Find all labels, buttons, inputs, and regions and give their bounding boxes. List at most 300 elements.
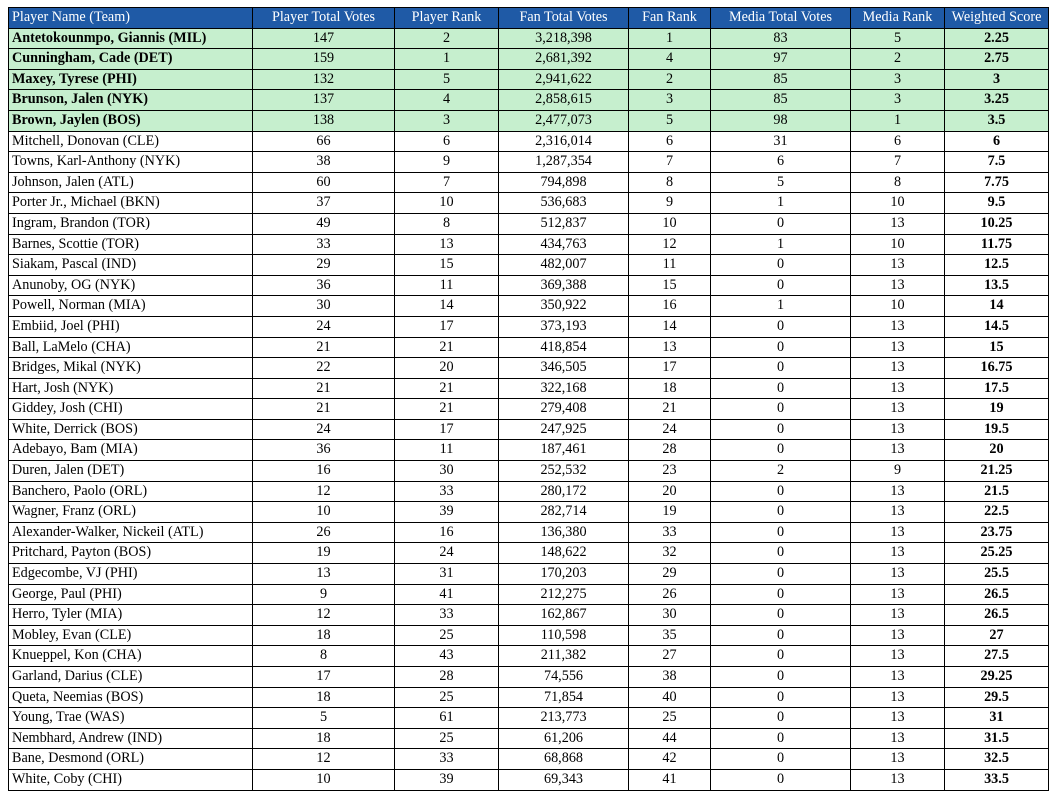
weighted-score-cell: 25.5: [945, 564, 1049, 585]
player-rank-cell: 28: [395, 667, 499, 688]
player-rank-cell: 21: [395, 399, 499, 420]
fan-rank-cell: 10: [629, 213, 711, 234]
media-rank-cell: 13: [851, 378, 945, 399]
weighted-score-cell: 26.5: [945, 584, 1049, 605]
fan-total-votes-cell: 71,854: [499, 687, 629, 708]
player-name-cell: Embiid, Joel (PHI): [9, 316, 253, 337]
fan-total-votes-cell: 211,382: [499, 646, 629, 667]
player-total-votes-cell: 22: [253, 358, 395, 379]
weighted-score-cell: 17.5: [945, 378, 1049, 399]
fan-rank-cell: 44: [629, 728, 711, 749]
fan-rank-cell: 33: [629, 522, 711, 543]
player-total-votes-cell: 17: [253, 667, 395, 688]
fan-total-votes-cell: 148,622: [499, 543, 629, 564]
table-row: [9, 625, 1049, 646]
player-name-cell: Hart, Josh (NYK): [9, 378, 253, 399]
player-name-cell: Herro, Tyler (MIA): [9, 605, 253, 626]
player-name-cell: Anunoby, OG (NYK): [9, 275, 253, 296]
player-total-votes-cell: 38: [253, 152, 395, 173]
header-fan-total-votes: Fan Total Votes: [499, 8, 629, 29]
fan-rank-cell: 2: [629, 69, 711, 90]
player-total-votes-cell: 12: [253, 749, 395, 770]
media-rank-cell: 13: [851, 728, 945, 749]
player-total-votes-cell: 24: [253, 419, 395, 440]
fan-rank-cell: 4: [629, 49, 711, 70]
fan-rank-cell: 1: [629, 28, 711, 49]
player-rank-cell: 39: [395, 502, 499, 523]
player-total-votes-cell: 60: [253, 172, 395, 193]
weighted-score-cell: 21.25: [945, 461, 1049, 482]
player-rank-cell: 43: [395, 646, 499, 667]
media-rank-cell: 13: [851, 605, 945, 626]
player-rank-cell: 9: [395, 152, 499, 173]
player-rank-cell: 15: [395, 255, 499, 276]
fan-rank-cell: 23: [629, 461, 711, 482]
fan-rank-cell: 20: [629, 481, 711, 502]
media-total-votes-cell: 97: [711, 49, 851, 70]
fan-total-votes-cell: 536,683: [499, 193, 629, 214]
media-total-votes-cell: 0: [711, 667, 851, 688]
weighted-score-cell: 20: [945, 440, 1049, 461]
player-rank-cell: 25: [395, 625, 499, 646]
fan-rank-cell: 21: [629, 399, 711, 420]
media-rank-cell: 13: [851, 543, 945, 564]
fan-rank-cell: 16: [629, 296, 711, 317]
media-total-votes-cell: 1: [711, 193, 851, 214]
weighted-score-cell: 31.5: [945, 728, 1049, 749]
player-name-cell: Young, Trae (WAS): [9, 708, 253, 729]
fan-total-votes-cell: 2,858,615: [499, 90, 629, 111]
player-total-votes-cell: 18: [253, 625, 395, 646]
media-rank-cell: 13: [851, 749, 945, 770]
player-rank-cell: 33: [395, 605, 499, 626]
media-total-votes-cell: 0: [711, 769, 851, 790]
media-total-votes-cell: 0: [711, 625, 851, 646]
player-name-cell: Queta, Neemias (BOS): [9, 687, 253, 708]
player-rank-cell: 61: [395, 708, 499, 729]
player-name-cell: Antetokounmpo, Giannis (MIL): [9, 28, 253, 49]
fan-rank-cell: 8: [629, 172, 711, 193]
fan-total-votes-cell: 213,773: [499, 708, 629, 729]
weighted-score-cell: 33.5: [945, 769, 1049, 790]
player-name-cell: Porter Jr., Michael (BKN): [9, 193, 253, 214]
player-total-votes-cell: 66: [253, 131, 395, 152]
table-row: [9, 419, 1049, 440]
player-name-cell: Banchero, Paolo (ORL): [9, 481, 253, 502]
media-total-votes-cell: 85: [711, 90, 851, 111]
fan-total-votes-cell: 1,287,354: [499, 152, 629, 173]
player-name-cell: Ball, LaMelo (CHA): [9, 337, 253, 358]
media-rank-cell: 13: [851, 399, 945, 420]
media-rank-cell: 13: [851, 564, 945, 585]
table-row: [9, 213, 1049, 234]
media-total-votes-cell: 0: [711, 419, 851, 440]
player-rank-cell: 11: [395, 275, 499, 296]
media-total-votes-cell: 0: [711, 728, 851, 749]
media-total-votes-cell: 0: [711, 708, 851, 729]
fan-total-votes-cell: 61,206: [499, 728, 629, 749]
fan-total-votes-cell: 279,408: [499, 399, 629, 420]
weighted-score-cell: 27: [945, 625, 1049, 646]
fan-rank-cell: 17: [629, 358, 711, 379]
fan-total-votes-cell: 794,898: [499, 172, 629, 193]
table-row: [9, 49, 1049, 70]
player-name-cell: Mitchell, Donovan (CLE): [9, 131, 253, 152]
fan-rank-cell: 27: [629, 646, 711, 667]
header-player-rank: Player Rank: [395, 8, 499, 29]
fan-rank-cell: 14: [629, 316, 711, 337]
player-name-cell: Adebayo, Bam (MIA): [9, 440, 253, 461]
fan-total-votes-cell: 162,867: [499, 605, 629, 626]
weighted-score-cell: 3.25: [945, 90, 1049, 111]
media-total-votes-cell: 0: [711, 337, 851, 358]
player-name-cell: Barnes, Scottie (TOR): [9, 234, 253, 255]
media-total-votes-cell: 1: [711, 234, 851, 255]
player-total-votes-cell: 13: [253, 564, 395, 585]
player-name-cell: Powell, Norman (MIA): [9, 296, 253, 317]
table-row: [9, 316, 1049, 337]
media-rank-cell: 7: [851, 152, 945, 173]
fan-total-votes-cell: 74,556: [499, 667, 629, 688]
fan-total-votes-cell: 346,505: [499, 358, 629, 379]
fan-total-votes-cell: 187,461: [499, 440, 629, 461]
fan-total-votes-cell: 322,168: [499, 378, 629, 399]
media-total-votes-cell: 1: [711, 296, 851, 317]
player-name-cell: Johnson, Jalen (ATL): [9, 172, 253, 193]
player-name-cell: Pritchard, Payton (BOS): [9, 543, 253, 564]
media-total-votes-cell: 0: [711, 646, 851, 667]
media-rank-cell: 13: [851, 440, 945, 461]
weighted-score-cell: 14.5: [945, 316, 1049, 337]
table-row: [9, 522, 1049, 543]
fan-rank-cell: 28: [629, 440, 711, 461]
player-name-cell: George, Paul (PHI): [9, 584, 253, 605]
player-rank-cell: 8: [395, 213, 499, 234]
table-row: [9, 605, 1049, 626]
media-rank-cell: 3: [851, 69, 945, 90]
player-total-votes-cell: 18: [253, 687, 395, 708]
header-player-total-votes: Player Total Votes: [253, 8, 395, 29]
fan-rank-cell: 30: [629, 605, 711, 626]
fan-rank-cell: 42: [629, 749, 711, 770]
table-row: [9, 90, 1049, 111]
weighted-score-cell: 26.5: [945, 605, 1049, 626]
media-rank-cell: 13: [851, 667, 945, 688]
player-name-cell: Bane, Desmond (ORL): [9, 749, 253, 770]
weighted-score-cell: 16.75: [945, 358, 1049, 379]
player-name-cell: Cunningham, Cade (DET): [9, 49, 253, 70]
player-name-cell: Garland, Darius (CLE): [9, 667, 253, 688]
player-name-cell: White, Coby (CHI): [9, 769, 253, 790]
player-total-votes-cell: 21: [253, 399, 395, 420]
player-rank-cell: 21: [395, 337, 499, 358]
header-media-total-votes: Media Total Votes: [711, 8, 851, 29]
weighted-score-cell: 29.25: [945, 667, 1049, 688]
fan-rank-cell: 7: [629, 152, 711, 173]
media-total-votes-cell: 0: [711, 502, 851, 523]
fan-total-votes-cell: 110,598: [499, 625, 629, 646]
player-rank-cell: 5: [395, 69, 499, 90]
weighted-score-cell: 14: [945, 296, 1049, 317]
media-total-votes-cell: 2: [711, 461, 851, 482]
media-rank-cell: 9: [851, 461, 945, 482]
media-rank-cell: 13: [851, 687, 945, 708]
media-rank-cell: 13: [851, 502, 945, 523]
fan-total-votes-cell: 170,203: [499, 564, 629, 585]
media-rank-cell: 13: [851, 358, 945, 379]
media-total-votes-cell: 0: [711, 399, 851, 420]
media-rank-cell: 13: [851, 708, 945, 729]
fan-rank-cell: 13: [629, 337, 711, 358]
weighted-score-cell: 32.5: [945, 749, 1049, 770]
player-name-cell: Towns, Karl-Anthony (NYK): [9, 152, 253, 173]
player-total-votes-cell: 5: [253, 708, 395, 729]
media-total-votes-cell: 0: [711, 358, 851, 379]
fan-rank-cell: 35: [629, 625, 711, 646]
table-row: [9, 749, 1049, 770]
weighted-score-cell: 21.5: [945, 481, 1049, 502]
media-total-votes-cell: 0: [711, 275, 851, 296]
table-row: [9, 337, 1049, 358]
player-rank-cell: 39: [395, 769, 499, 790]
media-rank-cell: 5: [851, 28, 945, 49]
weighted-score-cell: 3.5: [945, 110, 1049, 131]
header-player-name: Player Name (Team): [9, 8, 253, 29]
media-rank-cell: 13: [851, 419, 945, 440]
player-total-votes-cell: 33: [253, 234, 395, 255]
fan-rank-cell: 26: [629, 584, 711, 605]
fan-rank-cell: 24: [629, 419, 711, 440]
header-weighted-score: Weighted Score: [945, 8, 1049, 29]
weighted-score-cell: 19: [945, 399, 1049, 420]
table-row: [9, 481, 1049, 502]
player-total-votes-cell: 12: [253, 481, 395, 502]
table-row: [9, 378, 1049, 399]
media-rank-cell: 13: [851, 337, 945, 358]
table-row: [9, 667, 1049, 688]
player-total-votes-cell: 137: [253, 90, 395, 111]
player-rank-cell: 7: [395, 172, 499, 193]
player-rank-cell: 17: [395, 419, 499, 440]
media-total-votes-cell: 0: [711, 584, 851, 605]
player-rank-cell: 33: [395, 481, 499, 502]
player-name-cell: Brunson, Jalen (NYK): [9, 90, 253, 111]
header-media-rank: Media Rank: [851, 8, 945, 29]
player-name-cell: Nembhard, Andrew (IND): [9, 728, 253, 749]
table-row: [9, 440, 1049, 461]
player-rank-cell: 13: [395, 234, 499, 255]
player-total-votes-cell: 26: [253, 522, 395, 543]
player-rank-cell: 3: [395, 110, 499, 131]
weighted-score-cell: 12.5: [945, 255, 1049, 276]
weighted-score-cell: 2.75: [945, 49, 1049, 70]
player-total-votes-cell: 12: [253, 605, 395, 626]
media-rank-cell: 13: [851, 625, 945, 646]
media-rank-cell: 13: [851, 213, 945, 234]
fan-rank-cell: 5: [629, 110, 711, 131]
media-rank-cell: 13: [851, 646, 945, 667]
fan-total-votes-cell: 280,172: [499, 481, 629, 502]
player-total-votes-cell: 49: [253, 213, 395, 234]
player-rank-cell: 17: [395, 316, 499, 337]
player-total-votes-cell: 10: [253, 502, 395, 523]
media-rank-cell: 10: [851, 193, 945, 214]
fan-rank-cell: 40: [629, 687, 711, 708]
media-total-votes-cell: 0: [711, 378, 851, 399]
player-name-cell: Ingram, Brandon (TOR): [9, 213, 253, 234]
media-total-votes-cell: 31: [711, 131, 851, 152]
player-total-votes-cell: 132: [253, 69, 395, 90]
media-rank-cell: 2: [851, 49, 945, 70]
media-total-votes-cell: 83: [711, 28, 851, 49]
fan-total-votes-cell: 247,925: [499, 419, 629, 440]
fan-rank-cell: 19: [629, 502, 711, 523]
player-total-votes-cell: 21: [253, 378, 395, 399]
table-row: [9, 234, 1049, 255]
weighted-score-cell: 15: [945, 337, 1049, 358]
fan-rank-cell: 12: [629, 234, 711, 255]
table-body: [9, 28, 1049, 790]
media-total-votes-cell: 0: [711, 481, 851, 502]
player-rank-cell: 1: [395, 49, 499, 70]
weighted-score-cell: 29.5: [945, 687, 1049, 708]
fan-total-votes-cell: 2,941,622: [499, 69, 629, 90]
player-rank-cell: 25: [395, 728, 499, 749]
weighted-score-cell: 3: [945, 69, 1049, 90]
header-row: [9, 8, 1049, 29]
table-row: [9, 152, 1049, 173]
fan-total-votes-cell: 2,681,392: [499, 49, 629, 70]
player-total-votes-cell: 36: [253, 440, 395, 461]
player-rank-cell: 20: [395, 358, 499, 379]
player-total-votes-cell: 9: [253, 584, 395, 605]
fan-rank-cell: 15: [629, 275, 711, 296]
player-name-cell: Alexander-Walker, Nickeil (ATL): [9, 522, 253, 543]
fan-rank-cell: 38: [629, 667, 711, 688]
player-name-cell: Wagner, Franz (ORL): [9, 502, 253, 523]
player-name-cell: Brown, Jaylen (BOS): [9, 110, 253, 131]
table-row: [9, 172, 1049, 193]
player-name-cell: Bridges, Mikal (NYK): [9, 358, 253, 379]
weighted-score-cell: 13.5: [945, 275, 1049, 296]
player-total-votes-cell: 21: [253, 337, 395, 358]
table-row: [9, 69, 1049, 90]
fan-total-votes-cell: 434,763: [499, 234, 629, 255]
table-row: [9, 564, 1049, 585]
player-total-votes-cell: 29: [253, 255, 395, 276]
fan-total-votes-cell: 418,854: [499, 337, 629, 358]
table-row: [9, 687, 1049, 708]
fan-rank-cell: 32: [629, 543, 711, 564]
media-total-votes-cell: 0: [711, 255, 851, 276]
weighted-score-cell: 27.5: [945, 646, 1049, 667]
media-rank-cell: 1: [851, 110, 945, 131]
fan-rank-cell: 41: [629, 769, 711, 790]
player-total-votes-cell: 138: [253, 110, 395, 131]
player-total-votes-cell: 159: [253, 49, 395, 70]
table-row: [9, 769, 1049, 790]
weighted-score-cell: 6: [945, 131, 1049, 152]
media-total-votes-cell: 98: [711, 110, 851, 131]
all-star-voting-table: [8, 7, 1049, 791]
table-row: [9, 275, 1049, 296]
player-name-cell: White, Derrick (BOS): [9, 419, 253, 440]
weighted-score-cell: 7.5: [945, 152, 1049, 173]
fan-total-votes-cell: 350,922: [499, 296, 629, 317]
fan-total-votes-cell: 373,193: [499, 316, 629, 337]
media-total-votes-cell: 0: [711, 440, 851, 461]
media-rank-cell: 13: [851, 522, 945, 543]
player-name-cell: Edgecombe, VJ (PHI): [9, 564, 253, 585]
media-total-votes-cell: 0: [711, 564, 851, 585]
media-rank-cell: 13: [851, 255, 945, 276]
table-row: [9, 502, 1049, 523]
player-name-cell: Maxey, Tyrese (PHI): [9, 69, 253, 90]
player-total-votes-cell: 24: [253, 316, 395, 337]
fan-total-votes-cell: 68,868: [499, 749, 629, 770]
table-row: [9, 193, 1049, 214]
fan-total-votes-cell: 252,532: [499, 461, 629, 482]
player-rank-cell: 30: [395, 461, 499, 482]
player-total-votes-cell: 10: [253, 769, 395, 790]
media-rank-cell: 13: [851, 275, 945, 296]
player-rank-cell: 6: [395, 131, 499, 152]
weighted-score-cell: 2.25: [945, 28, 1049, 49]
media-total-votes-cell: 0: [711, 605, 851, 626]
fan-rank-cell: 25: [629, 708, 711, 729]
weighted-score-cell: 10.25: [945, 213, 1049, 234]
header-fan-rank: Fan Rank: [629, 8, 711, 29]
fan-total-votes-cell: 282,714: [499, 502, 629, 523]
media-rank-cell: 8: [851, 172, 945, 193]
player-name-cell: Giddey, Josh (CHI): [9, 399, 253, 420]
player-rank-cell: 33: [395, 749, 499, 770]
table-row: [9, 461, 1049, 482]
player-rank-cell: 21: [395, 378, 499, 399]
fan-total-votes-cell: 3,218,398: [499, 28, 629, 49]
media-total-votes-cell: 5: [711, 172, 851, 193]
fan-total-votes-cell: 2,477,073: [499, 110, 629, 131]
player-total-votes-cell: 147: [253, 28, 395, 49]
fan-rank-cell: 11: [629, 255, 711, 276]
player-name-cell: Mobley, Evan (CLE): [9, 625, 253, 646]
table-row: [9, 255, 1049, 276]
weighted-score-cell: 23.75: [945, 522, 1049, 543]
table-row: [9, 358, 1049, 379]
table-row: [9, 728, 1049, 749]
player-rank-cell: 41: [395, 584, 499, 605]
fan-total-votes-cell: 69,343: [499, 769, 629, 790]
fan-rank-cell: 6: [629, 131, 711, 152]
player-rank-cell: 14: [395, 296, 499, 317]
player-name-cell: Knueppel, Kon (CHA): [9, 646, 253, 667]
player-rank-cell: 31: [395, 564, 499, 585]
player-total-votes-cell: 16: [253, 461, 395, 482]
table-row: [9, 28, 1049, 49]
media-rank-cell: 13: [851, 584, 945, 605]
table-row: [9, 708, 1049, 729]
media-total-votes-cell: 85: [711, 69, 851, 90]
player-total-votes-cell: 18: [253, 728, 395, 749]
table-row: [9, 543, 1049, 564]
fan-rank-cell: 3: [629, 90, 711, 111]
table-row: [9, 110, 1049, 131]
media-total-votes-cell: 0: [711, 749, 851, 770]
fan-rank-cell: 18: [629, 378, 711, 399]
player-total-votes-cell: 19: [253, 543, 395, 564]
media-rank-cell: 13: [851, 316, 945, 337]
player-rank-cell: 24: [395, 543, 499, 564]
